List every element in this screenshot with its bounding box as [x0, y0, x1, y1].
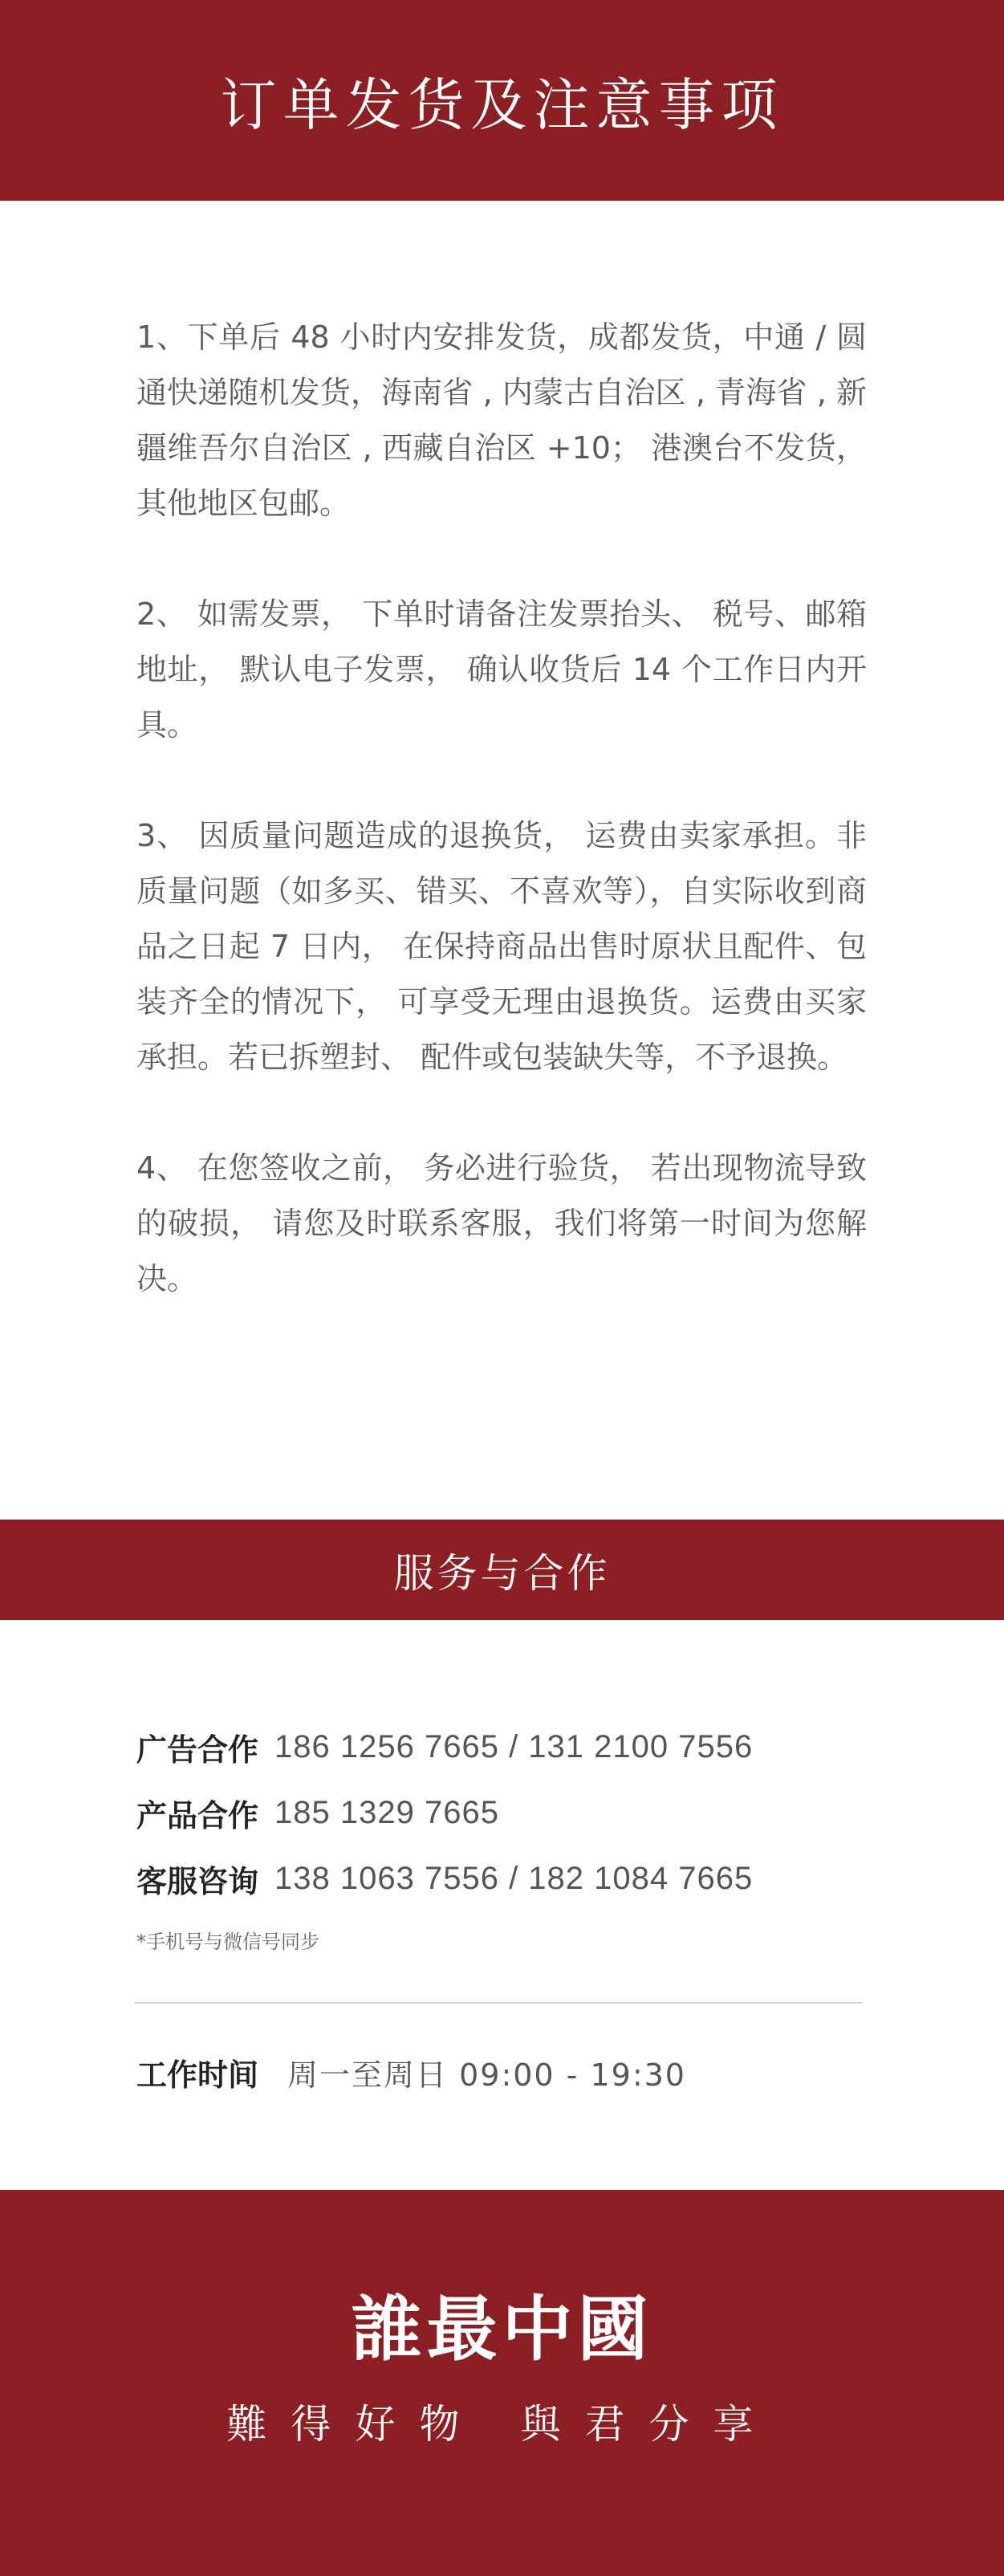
contact-label: 产品合作 — [136, 1797, 259, 1833]
page-title: 订单发货及注意事项 — [220, 71, 784, 138]
working-hours — [136, 2039, 686, 2105]
contact-phone: 185 1329 7665 — [274, 1794, 499, 1830]
contact-row-ads — [136, 1714, 863, 1780]
note-item-4: 4、 在您签收之前， 务必进行验货， 若出现物流导致的破损， 请您及时联系客服，我们将第一时间为您解决。 — [136, 1150, 867, 1296]
hours-value: 周一至周日 09:00 - 19:30 — [287, 2057, 686, 2093]
note-item-1: 1、下单后 48 小时内安排发货，成都发货，中通 / 圆通快递随机发货，海南省 , 内蒙古自治区 , 青海省 , 新疆维吾尔自治区 , 西藏自治区 +10； 港澳台不发货，其他地区包邮。 — [136, 319, 867, 521]
divider — [135, 2002, 863, 2004]
contact-row-product — [136, 1780, 863, 1846]
brand-logo-text: 誰最中國 — [351, 2287, 653, 2370]
note-item-3: 3、 因质量问题造成的退换货， 运费由卖家承担。非质量问题（如多买、错买、不喜欢等），自实际收到商品之日起 7 日内， 在保持商品出售时原状且配件、包装齐全的情况下， 可享受无理由退换货。运费由买家承担。若已拆塑封、 配件或包装缺失等，不予退换。 — [136, 818, 867, 1075]
contact-row-support — [136, 1846, 863, 1911]
contact-label: 客服咨询 — [136, 1863, 259, 1899]
hours-label: 工作时间 — [136, 2057, 259, 2093]
contact-phone: 186 1256 7665 / 131 2100 7556 — [274, 1728, 754, 1764]
footer-banner — [0, 2190, 1004, 2576]
brand-slogan: 難得好物 與君分享 — [226, 2401, 778, 2448]
contact-phone: 138 1063 7556 / 182 1084 7665 — [274, 1860, 754, 1896]
service-title: 服务与合作 — [393, 1549, 611, 1597]
wechat-sync-note: *手机号与微信号同步 — [136, 1931, 319, 1953]
contact-label: 广告合作 — [136, 1732, 259, 1768]
shipping-notes — [136, 310, 867, 1362]
contact-list — [136, 1714, 863, 1954]
note-item-2: 2、 如需发票， 下单时请备注发票抬头、 税号、邮箱地址， 默认电子发票， 确认收货后 14 个工作日内开具。 — [136, 596, 867, 743]
header-banner — [0, 0, 1004, 201]
service-banner — [0, 1520, 1004, 1620]
